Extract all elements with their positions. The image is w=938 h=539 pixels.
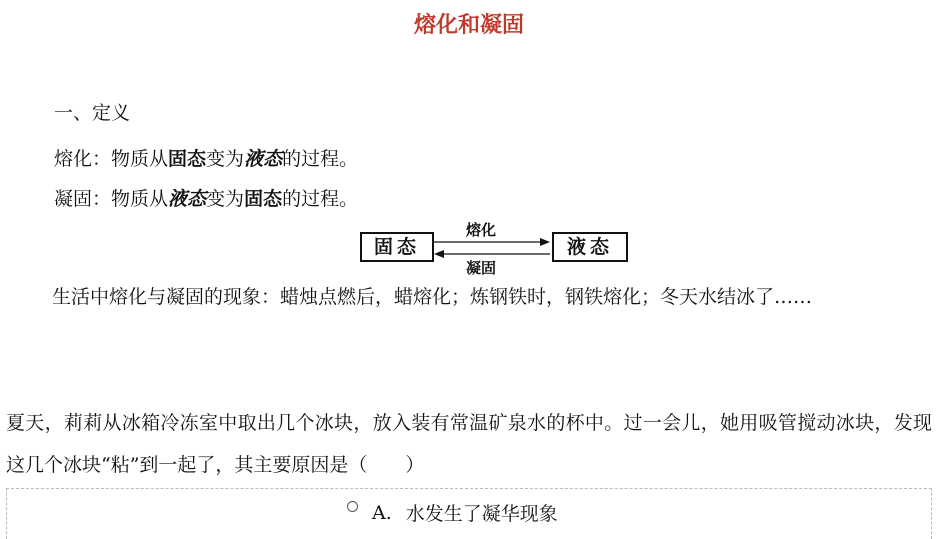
melting-term: 熔化 xyxy=(54,148,93,170)
question-text: 夏天，莉莉从冰箱冷冻室中取出几个冰块，放入装有常温矿泉水的杯中。过一会儿，她用吸管搅动冰块，发现这几个冰块“粘”到一起了，其主要原因是（ ） xyxy=(6,412,932,476)
phenomena-paragraph: 生活中熔化与凝固的现象：蜡烛点燃后，蜡熔化；炼钢铁时，钢铁熔化；冬天水结冰了…… xyxy=(52,286,813,308)
option-a-label: A. xyxy=(372,501,392,524)
freezing-to-state: 固态 xyxy=(244,188,283,210)
freezing-arrow-label: 凝固 xyxy=(466,259,497,277)
options-panel xyxy=(6,488,932,539)
freezing-arrow-head xyxy=(434,250,444,258)
freezing-definition xyxy=(54,184,358,211)
melting-from-state: 固态 xyxy=(168,148,207,170)
melting-definition xyxy=(54,144,358,171)
freezing-middle: 变为 xyxy=(206,188,245,210)
freezing-from-state: 液态 xyxy=(168,188,207,210)
option-a-text: 水发生了凝华现象 xyxy=(405,503,558,525)
freezing-suffix: 的过程。 xyxy=(282,188,359,210)
melting-arrow-head xyxy=(540,238,550,246)
solid-state-box: 固态 xyxy=(360,232,434,262)
melting-to-state: 液态 xyxy=(244,148,283,170)
melting-middle: 变为 xyxy=(206,148,245,170)
freezing-term: 凝固 xyxy=(54,188,93,210)
section-heading: 一、定义 xyxy=(54,102,131,124)
freezing-prefix: ：物质从 xyxy=(92,188,169,210)
melting-suffix: 的过程。 xyxy=(282,148,359,170)
radio-button-icon[interactable] xyxy=(347,501,358,512)
liquid-state-box: 液态 xyxy=(552,232,628,262)
melting-arrow-label: 熔化 xyxy=(466,221,497,239)
option-a[interactable] xyxy=(347,499,558,526)
page-title: 熔化和凝固 xyxy=(413,12,524,38)
bidirectional-arrows xyxy=(432,236,552,260)
melting-prefix: ：物质从 xyxy=(92,148,169,170)
